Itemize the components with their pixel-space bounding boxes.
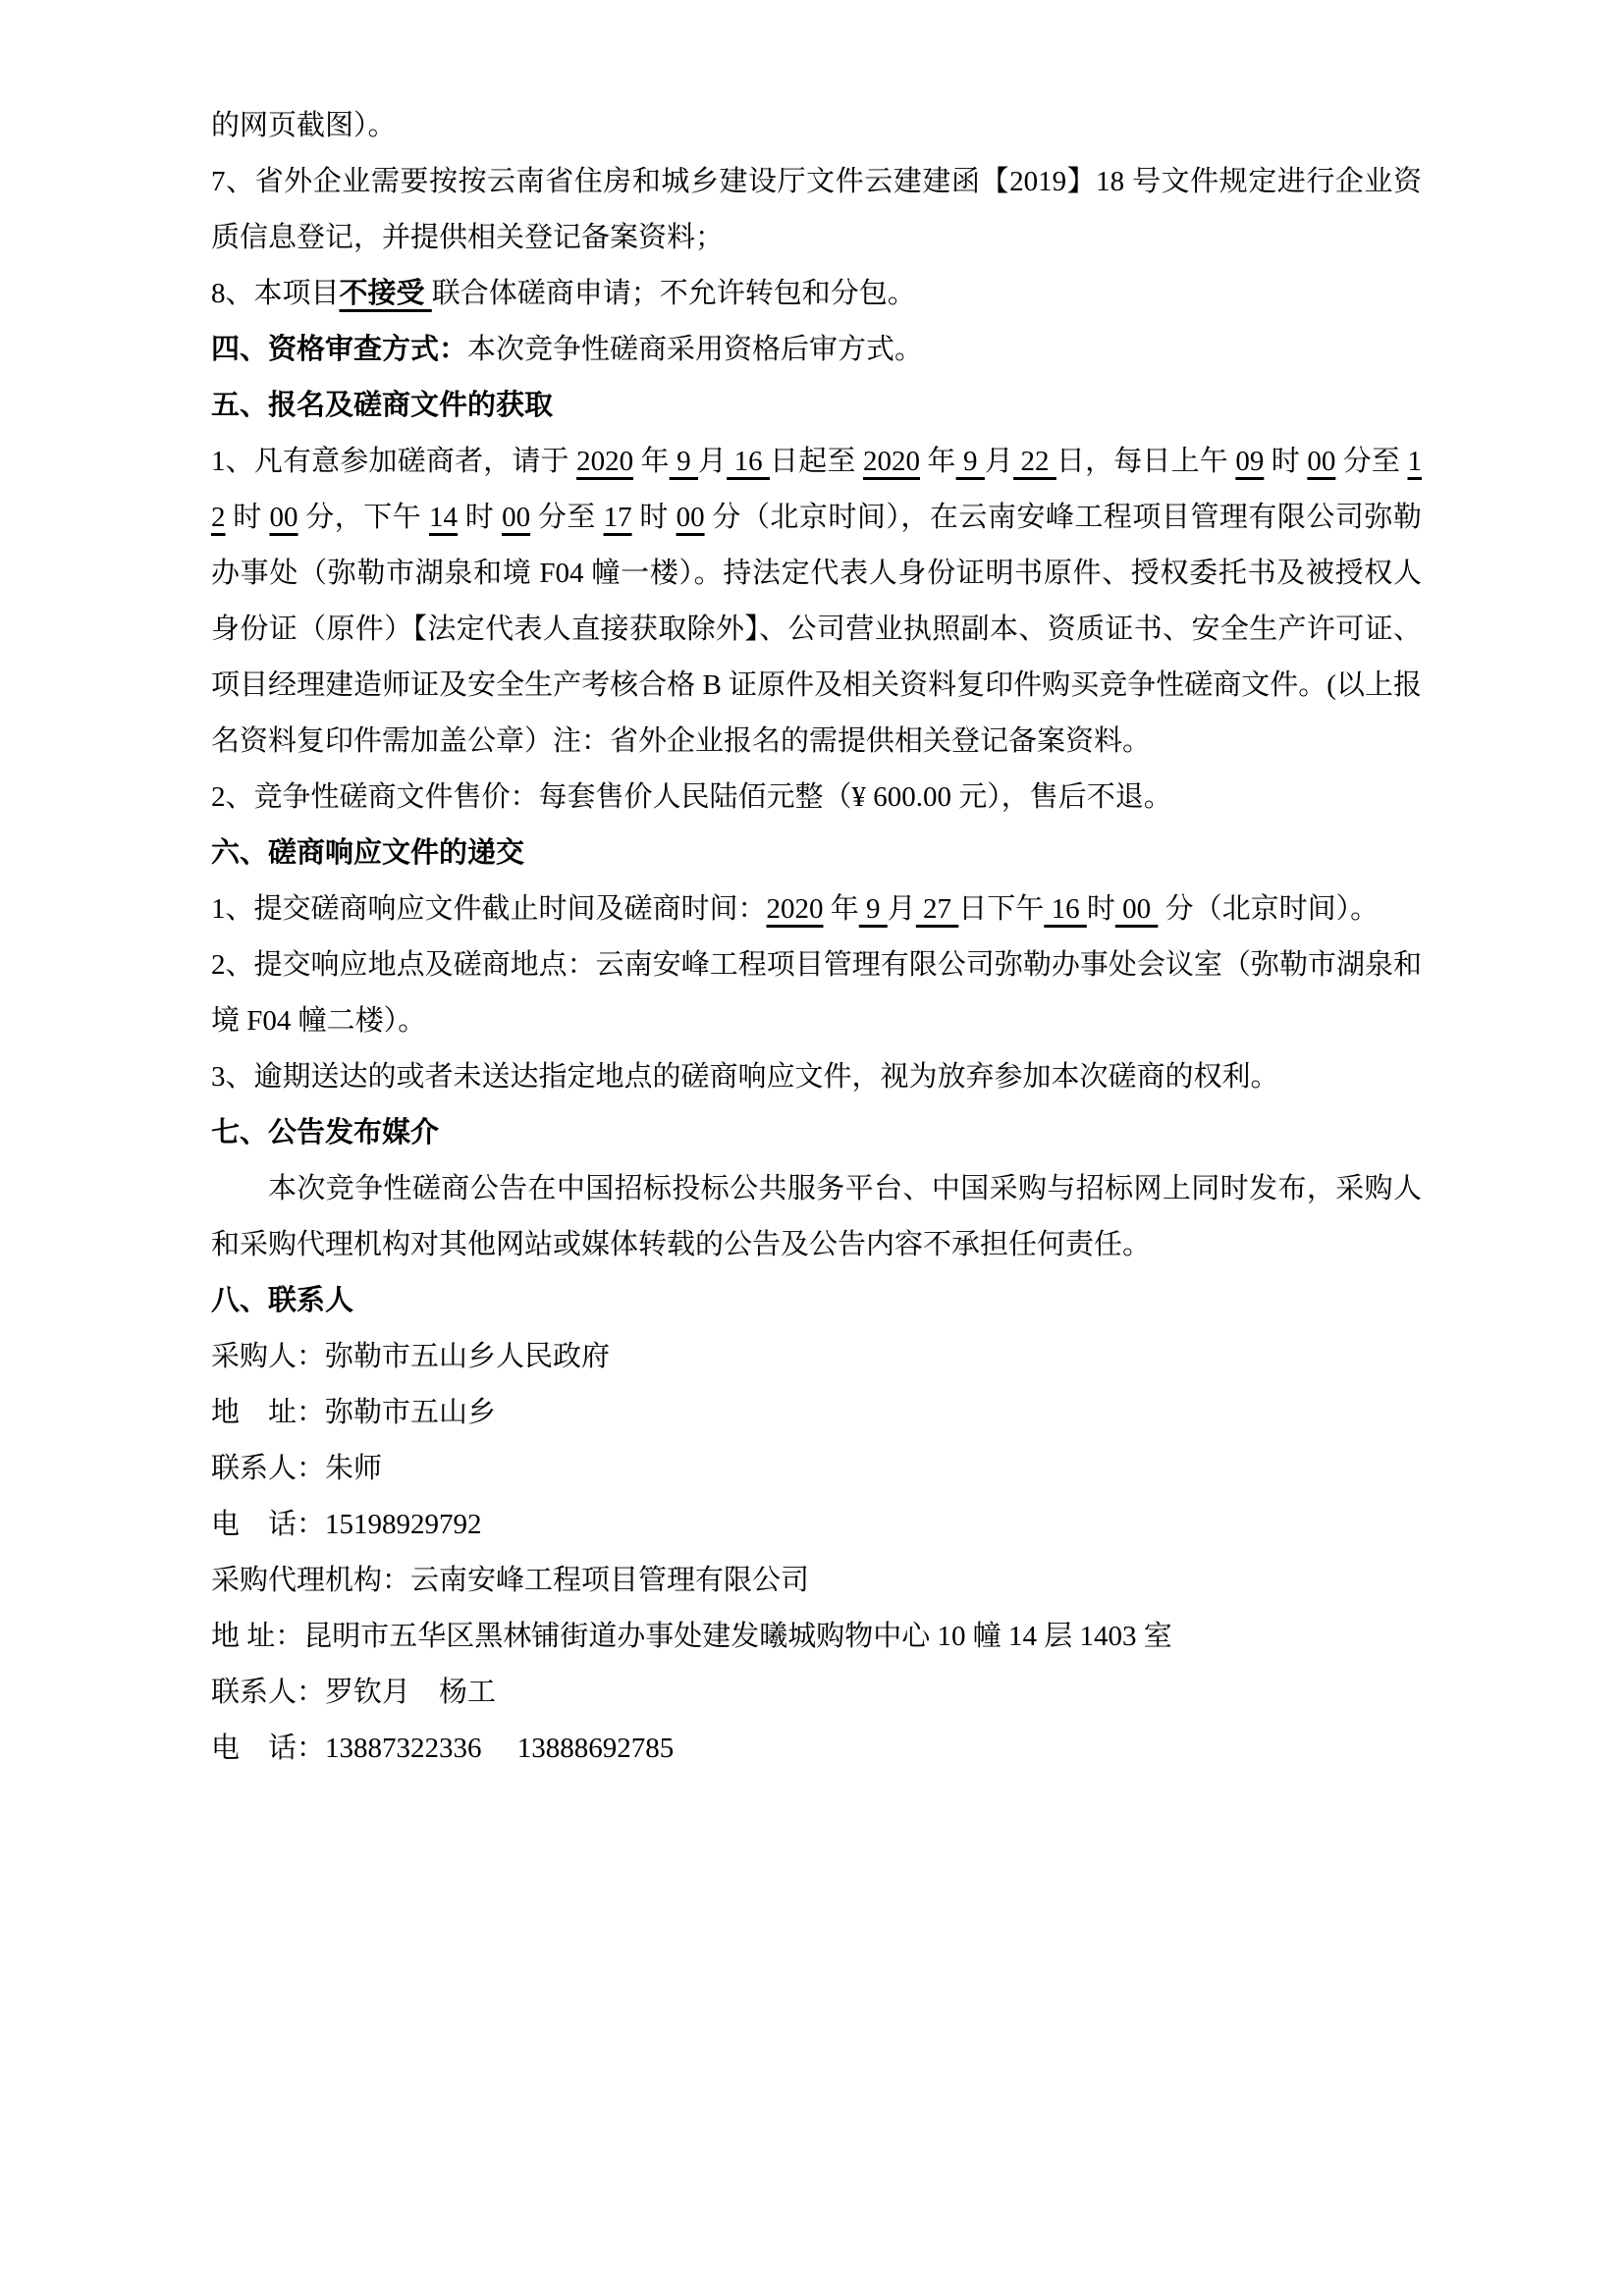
text-run: 14 xyxy=(429,502,459,533)
text-run: 00 xyxy=(676,502,705,533)
item-8-no-consortium xyxy=(211,266,1422,322)
contact-purchaser-phone xyxy=(211,1497,1422,1553)
text-run: 9 xyxy=(669,446,699,477)
heading-8-contacts xyxy=(211,1273,1422,1329)
text-run: 采购代理机构：云南安峰工程项目管理有限公司 xyxy=(211,1565,810,1596)
text-run: 8、本项目 xyxy=(211,278,340,309)
text-run: 分（北京时间），在云南安峰工程项目管理有限公司弥勒办事处（弥勒市湖泉和境 F04 幢一楼）。持法定代表人身份证明书原件、授权委托书及被授权人身份证（原件）【法定代表人直接获取除外】、公司营业执照副本、资质证书、安全生产许可证、项目经理建造师证及安全生产考核合格 B 证原件及相关资料复印件购买竞争性磋商文件。(以上报名资料复印件需加盖公章）注：省外企业报名的需提供相关登记备案资料。 xyxy=(211,502,1422,757)
text-run: 八、联系人 xyxy=(211,1285,354,1316)
text-run: 月 xyxy=(887,893,916,925)
document-content xyxy=(211,98,1422,1777)
text-run: 六、磋商响应文件的递交 xyxy=(211,837,525,869)
text-run: 地 址：昆明市五华区黑林铺街道办事处建发曦城购物中心 10 幢 14 层 1403 室 xyxy=(211,1621,1172,1652)
text-run: 年 xyxy=(919,446,956,477)
text-run: 分，下午 xyxy=(298,502,430,533)
text-run: 本次竞争性磋商采用资格后审方式。 xyxy=(467,334,924,365)
text-run: 17 xyxy=(603,502,632,533)
text-run: 的网页截图）。 xyxy=(211,110,397,141)
text-run: 00 xyxy=(1114,893,1159,925)
text-run: 电 话：15198929792 xyxy=(211,1509,482,1540)
text-run: 日，每日上午 xyxy=(1056,446,1236,477)
text-run: 12 xyxy=(211,446,1422,533)
text-run: 3、逾期送达的或者未送达指定地点的磋商响应文件，视为放弃参加本次磋商的权利。 xyxy=(211,1061,1279,1093)
text-run: 1、提交磋商响应文件截止时间及磋商时间： xyxy=(211,893,767,925)
text-run: 1、凡有意参加磋商者，请于 xyxy=(211,446,577,477)
text-run: 16 xyxy=(727,446,771,477)
text-run: 9 xyxy=(955,446,985,477)
text-run: 分（北京时间）。 xyxy=(1158,893,1380,925)
text-run: 时 xyxy=(458,502,503,533)
heading-6-response-document-submission xyxy=(211,826,1422,881)
text-run: 电 话：13887322336 13888692785 xyxy=(211,1733,675,1764)
text-run: 月 xyxy=(984,446,1014,477)
text-run: 00 xyxy=(269,502,298,533)
text-run: 22 xyxy=(1013,446,1056,477)
contact-purchaser xyxy=(211,1329,1422,1385)
text-run: 7、省外企业需要按按云南省住房和城乡建设厅文件云建建函【2019】18 号文件规定进行企业资质信息登记，并提供相关登记备案资料； xyxy=(211,166,1422,253)
text-run: 09 xyxy=(1235,446,1265,477)
text-run: 联系人：罗钦月 杨工 xyxy=(211,1677,497,1708)
text-run: 地 址：弥勒市五山乡 xyxy=(211,1397,497,1428)
contact-agency xyxy=(211,1553,1422,1609)
text-run: 00 xyxy=(1307,446,1336,477)
item-5-2-document-price xyxy=(211,770,1422,826)
item-7-out-of-province-enterprises xyxy=(211,154,1422,266)
contact-purchaser-person xyxy=(211,1441,1422,1497)
text-run: 日起至 xyxy=(770,446,863,477)
contact-agency-phone xyxy=(211,1721,1422,1777)
text-run: 2、提交响应地点及磋商地点：云南安峰工程项目管理有限公司弥勒办事处会议室（弥勒市湖泉和境 F04 幢二楼）。 xyxy=(211,949,1422,1037)
text-run: 日下午 xyxy=(958,893,1045,925)
text-run: 联系人：朱师 xyxy=(211,1453,383,1484)
text-run: 五、报名及磋商文件的获取 xyxy=(211,390,554,421)
item-6-3-late-delivery xyxy=(211,1049,1422,1105)
text-run: 本次竞争性磋商公告在中国招标投标公共服务平台、中国采购与招标网上同时发布，采购人和采购代理机构对其他网站或媒体转载的公告及公告内容不承担任何责任。 xyxy=(211,1173,1422,1260)
text-run: 27 xyxy=(915,893,959,925)
contact-purchaser-address xyxy=(211,1385,1422,1441)
heading-4-qualification-review xyxy=(211,322,1422,378)
heading-5-registration-and-document-acquisition xyxy=(211,378,1422,434)
text-run: 联合体磋商申请；不允许转包和分包。 xyxy=(431,278,916,309)
item-6-1-deadline xyxy=(211,881,1422,937)
text-run: 采购人：弥勒市五山乡人民政府 xyxy=(211,1341,611,1372)
contact-agency-person xyxy=(211,1665,1422,1721)
text-run: 2020 xyxy=(766,893,824,925)
text-run: 分至 xyxy=(1335,446,1408,477)
text-run: 时 xyxy=(1264,446,1308,477)
text-run: 分至 xyxy=(530,502,604,533)
text-run: 00 xyxy=(502,502,531,533)
text-run: 2、竞争性磋商文件售价：每套售价人民陆佰元整（¥ 600.00 元），售后不退。 xyxy=(211,781,1172,813)
text-run: 月 xyxy=(698,446,728,477)
text-run: 不接受 xyxy=(339,278,432,309)
contact-agency-address xyxy=(211,1609,1422,1665)
item-6-2-submission-location xyxy=(211,937,1422,1049)
text-run: 时 xyxy=(1086,893,1115,925)
line-webpage-screenshot-continuation xyxy=(211,98,1422,154)
item-5-1-registration-details xyxy=(211,434,1422,770)
text-run: 七、公告发布媒介 xyxy=(211,1117,440,1148)
text-run: 2020 xyxy=(862,446,920,477)
text-run: 16 xyxy=(1044,893,1087,925)
heading-7-announcement-media xyxy=(211,1105,1422,1161)
text-run: 年 xyxy=(823,893,859,925)
text-run: 9 xyxy=(858,893,888,925)
para-announcement-media-body xyxy=(211,1161,1422,1273)
text-run: 四、资格审查方式： xyxy=(211,334,468,365)
text-run: 时 xyxy=(225,502,270,533)
text-run: 时 xyxy=(631,502,677,533)
text-run: 年 xyxy=(633,446,670,477)
text-run: 2020 xyxy=(576,446,634,477)
